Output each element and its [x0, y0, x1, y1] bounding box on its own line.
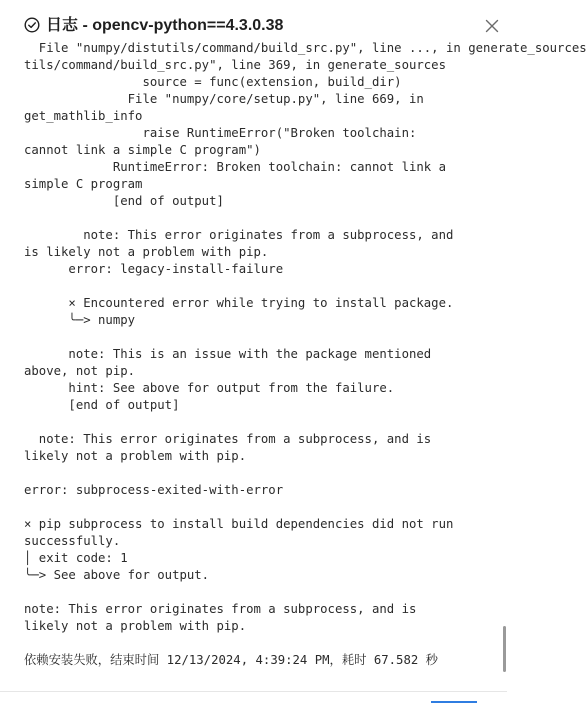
log-line: error: subprocess-exited-with-error	[24, 483, 284, 497]
log-line: successfully.	[24, 534, 121, 548]
close-button[interactable]	[480, 14, 504, 38]
scrollbar-thumb[interactable]	[503, 626, 506, 672]
log-line: note: This error originates from a subprocess, and is	[24, 432, 432, 446]
log-line	[24, 635, 494, 652]
log-output[interactable]	[0, 41, 587, 677]
log-line: File "numpy/core/setup.py", line 669, in	[24, 92, 424, 106]
log-line	[24, 414, 494, 431]
log-line	[24, 499, 494, 516]
log-line: cannot link a simple C program")	[24, 143, 261, 157]
log-line: above, not pip.	[24, 364, 136, 378]
dialog-title: 日志 - opencv-python==4.3.0.38	[46, 17, 284, 34]
log-line: │ exit code: 1	[24, 551, 128, 565]
log-line	[24, 210, 494, 227]
log-line: note: This error originates from a subprocess, and	[24, 228, 454, 242]
install-summary: 依赖安装失败，结束时间 12/13/2024, 4:39:24 PM，耗时 67.582 秒	[24, 653, 438, 667]
log-content	[24, 40, 587, 669]
log-line: simple C program	[24, 177, 143, 191]
log-line	[24, 465, 494, 482]
log-line: hint: See above for output from the failure.	[24, 381, 395, 395]
log-line: likely not a problem with pip.	[24, 619, 247, 633]
log-line	[24, 584, 494, 601]
check-circle-icon	[24, 17, 40, 33]
log-line: error: legacy-install-failure	[24, 262, 284, 276]
log-line: note: This error originates from a subprocess, and is	[24, 602, 417, 616]
log-line: note: This is an issue with the package mentioned	[24, 347, 432, 361]
footer-divider	[0, 691, 507, 692]
log-line: RuntimeError: Broken toolchain: cannot link a	[24, 160, 446, 174]
log-line: likely not a problem with pip.	[24, 449, 247, 463]
log-line: tils/command/build_src.py", line 369, in generate_sources	[24, 58, 446, 72]
log-line: File "numpy/distutils/command/build_src.py", line ..., in generate_sources	[24, 41, 587, 55]
log-line: [end of output]	[24, 194, 224, 208]
log-line: ╰─> See above for output.	[24, 568, 210, 582]
log-line: [end of output]	[24, 398, 180, 412]
log-line	[24, 329, 494, 346]
log-line: is likely not a problem with pip.	[24, 245, 269, 259]
log-line	[24, 278, 494, 295]
log-line: × Encountered error while trying to install package.	[24, 296, 454, 310]
log-line: raise RuntimeError("Broken toolchain:	[24, 126, 417, 140]
close-icon	[480, 14, 504, 38]
log-scrollbar[interactable]	[502, 52, 507, 692]
log-line: ╰─> numpy	[24, 313, 136, 327]
log-line: source = func(extension, build_dir)	[24, 75, 402, 89]
log-line: get_mathlib_info	[24, 109, 143, 123]
log-line: × pip subprocess to install build dependencies did not run	[24, 517, 454, 531]
